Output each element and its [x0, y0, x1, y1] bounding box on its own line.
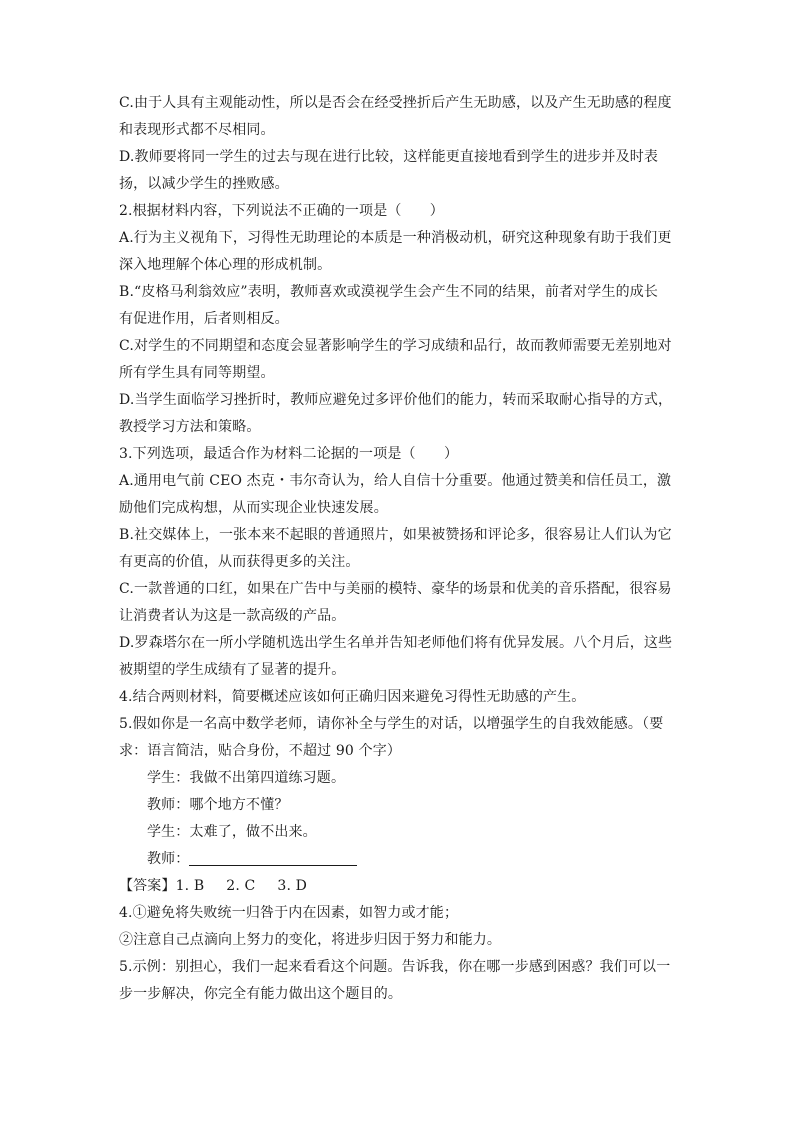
- q3-option-d-line-2: 被期望的学生成绩有了显著的提升。: [119, 662, 346, 678]
- question-5-stem-line-2: 求：语言简洁，贴合身份，不超过 90 个字）: [119, 743, 402, 759]
- dialogue-student-1: 学生：我做不出第四道练习题。: [147, 770, 346, 786]
- dialogue-teacher-1: 教师：哪个地方不懂？: [147, 797, 289, 813]
- question-5-stem-line-1: 5.假如你是一名高中数学老师，请你补全与学生的对话，以增强学生的自我效能感。（要: [119, 716, 664, 732]
- q3-option-a-line-1: A.通用电气前 CEO 杰克・韦尔奇认为，给人自信十分重要。他通过赞美和信任员工，激: [119, 473, 672, 489]
- q3-option-b-line-1: B.社交媒体上，一张本来不起眼的普通照片，如果被赞扬和评论多，很容易让人们认为它: [119, 527, 672, 543]
- q2-option-b-line-1: B.“皮格马利翁效应”表明，教师喜欢或漠视学生会产生不同的结果，前者对学生的成长: [119, 284, 659, 300]
- q1-option-d-line-1: D.教师要将同一学生的过去与现在进行比较，这样能更直接地看到学生的进步并及时表: [119, 149, 659, 165]
- answer-5-line-2: 步一步解决，你完全有能力做出这个题目的。: [119, 986, 402, 1002]
- answer-blank-line: [189, 851, 357, 866]
- q3-option-c-line-2: 让消费者认为这是一款高级的产品。: [119, 608, 346, 624]
- answer-label-q1: 【答案】1. B: [119, 878, 205, 894]
- answer-choices-line: [119, 873, 679, 900]
- q3-option-d-line-1: D.罗森塔尔在一所小学随机选出学生名单并告知老师他们将有优异发展。八个月后，这些: [119, 635, 673, 651]
- q2-option-a-line-1: A.行为主义视角下，习得性无助理论的本质是一种消极动机，研究这种现象有助于我们更: [119, 230, 672, 246]
- q2-option-c-line-2: 所有学生具有同等期望。: [119, 365, 275, 381]
- question-2-stem: 2.根据材料内容，下列说法不正确的一项是（ ）: [119, 203, 444, 219]
- question-4-stem: 4.结合两则材料，简要概述应该如何正确归因来避免习得性无助感的产生。: [119, 689, 586, 705]
- q1-option-d-line-2: 扬，以减少学生的挫败感。: [119, 176, 289, 192]
- dialogue-student-2: 学生：太难了，做不出来。: [147, 824, 317, 840]
- q1-option-c-line-2: 和表现形式都不尽相同。: [119, 122, 275, 138]
- q2-option-b-line-2: 有促进作用，后者则相反。: [119, 311, 289, 327]
- q2-option-a-line-2: 深入地理解个体心理的形成机制。: [119, 257, 332, 273]
- dialogue-teacher-2: [119, 846, 679, 873]
- question-3-stem: 3.下列选项，最适合作为材料二论据的一项是（ ）: [119, 446, 459, 462]
- dialogue-teacher-label: 教师：: [147, 851, 190, 867]
- answer-q3: 3. D: [277, 878, 308, 894]
- q3-option-b-line-2: 有更高的价值，从而获得更多的关注。: [119, 554, 360, 570]
- answer-5-line-1: 5.示例：别担心，我们一起来看看这个问题。告诉我，你在哪一步感到困惑？我们可以一: [119, 959, 671, 975]
- q3-option-c-line-1: C.一款普通的口红，如果在广告中与美丽的模特、豪华的场景和优美的音乐搭配，很容易: [119, 581, 672, 597]
- q2-option-c-line-1: C.对学生的不同期望和态度会显著影响学生的学习成绩和品行，故而教师需要无差别地对: [119, 338, 672, 354]
- q2-option-d-line-1: D.当学生面临学习挫折时，教师应避免过多评价他们的能力，转而采取耐心指导的方式，: [119, 392, 673, 408]
- answer-4-point-1: 4.①避免将失败统一归咎于内在因素，如智力或才能；: [119, 905, 459, 921]
- q3-option-a-line-2: 励他们完成构想，从而实现企业快速发展。: [119, 500, 388, 516]
- q2-option-d-line-2: 教授学习方法和策略。: [119, 419, 261, 435]
- answer-4-point-2: ②注意自己点滴向上努力的变化，将进步归因于努力和能力。: [119, 932, 502, 948]
- q1-option-c-line-1: C.由于人具有主观能动性，所以是否会在经受挫折后产生无助感，以及产生无助感的程度: [119, 95, 672, 111]
- document-page: [119, 90, 679, 1008]
- answer-q2: 2. C: [226, 878, 256, 894]
